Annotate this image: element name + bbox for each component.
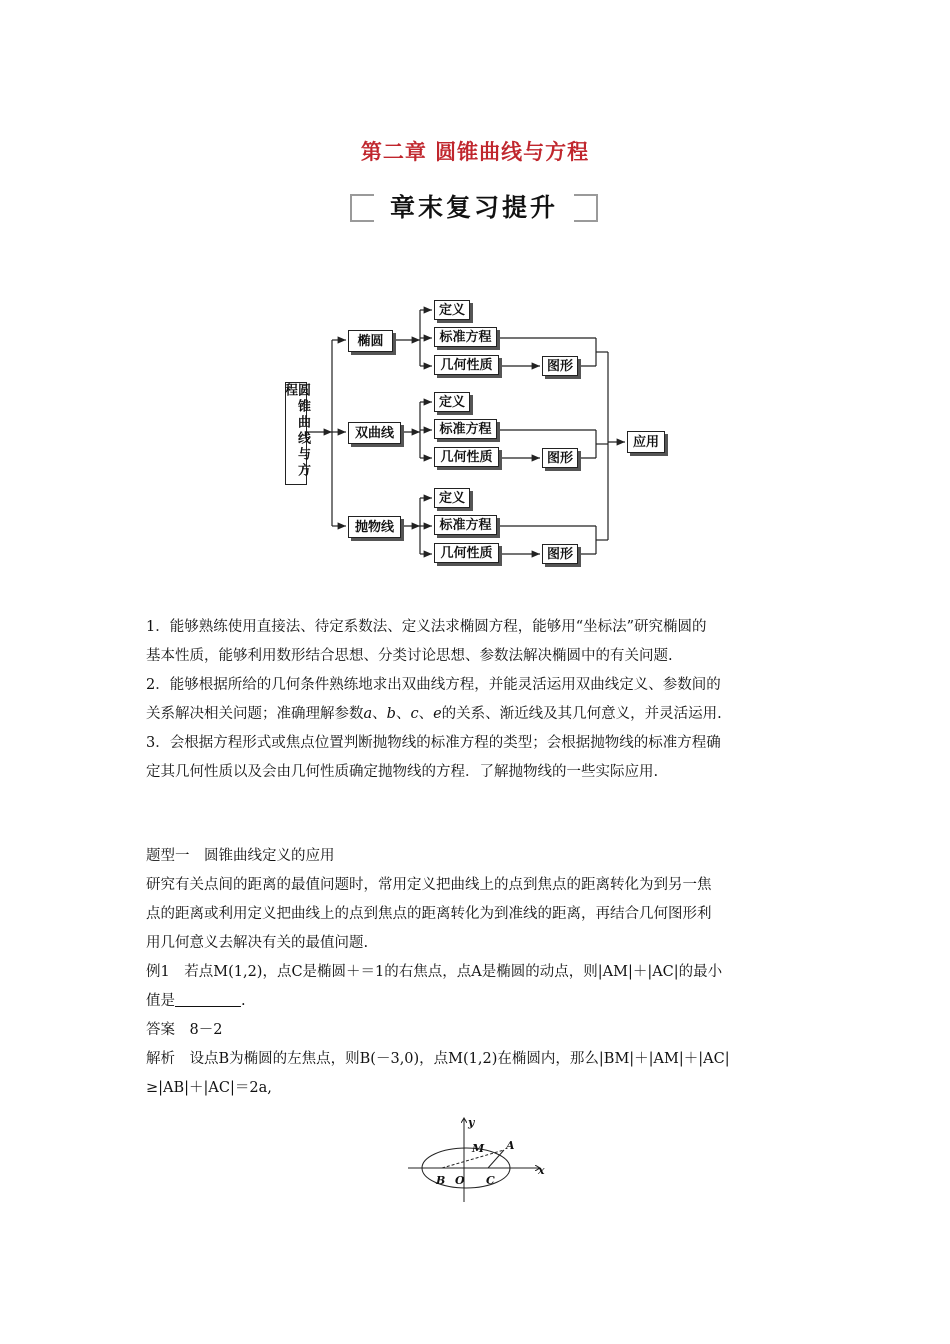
answer-blank [175, 992, 241, 1007]
label-c: C [486, 1174, 495, 1187]
diagram-root: 圆锥曲线与方程 [285, 382, 307, 485]
ellipse-figure-svg [400, 1112, 550, 1207]
goal-1-line-2: 基本性质，能够利用数形结合思想、分类讨论思想、参数法解决椭圆中的有关问题. [146, 648, 673, 664]
chapter-title: 第二章 圆锥曲线与方程 [360, 140, 590, 164]
learning-goals [146, 613, 810, 787]
example-line-1: 例1 若点M(1,2)，点C是椭圆＋＝1的右焦点，点A是椭圆的动点，则|AM|＋|AC|的最小 [146, 964, 723, 980]
section-intro-2: 点的距离或利用定义把曲线上的点到焦点的距离转化为到准线的距离，再结合几何图形利 [146, 906, 712, 922]
diagram-definition-1: 定义 [434, 300, 470, 320]
diagram-property-3: 几何性质 [434, 543, 499, 563]
diagram-definition-2: 定义 [434, 392, 470, 412]
section-intro-3: 用几何意义去解决有关的最值问题. [146, 935, 369, 951]
diagram-property-1: 几何性质 [434, 355, 499, 375]
section-type-one [146, 842, 810, 1103]
label-m: M [472, 1142, 485, 1155]
section-heading: 题型一 圆锥曲线定义的应用 [146, 848, 335, 864]
label-a: A [506, 1139, 515, 1152]
diagram-property-2: 几何性质 [434, 447, 499, 467]
goal-1-line-1: 1．能够熟练使用直接法、待定系数法、定义法求椭圆方程，能够用“坐标法”研究椭圆的 [146, 619, 707, 635]
goal-2-line-2: 关系解决相关问题；准确理解参数a、b、c、e的关系、渐近线及其几何意义，并灵活运用. [146, 706, 722, 722]
example-line-2: 值是 . [146, 993, 246, 1009]
label-x: x [538, 1164, 545, 1177]
diagram-equation-2: 标准方程 [434, 419, 497, 439]
diagram-shape-2: 图形 [542, 448, 578, 468]
ellipse-figure [400, 1112, 550, 1211]
diagram-equation-3: 标准方程 [434, 515, 497, 535]
diagram-curve-parabola: 抛物线 [348, 516, 401, 538]
goal-2-line-1: 2．能够根据所给的几何条件熟练地求出双曲线方程，并能灵活运用双曲线定义、参数间的 [146, 677, 721, 693]
diagram-definition-3: 定义 [434, 488, 470, 508]
goal-3-line-2: 定其几何性质以及会由几何性质确定抛物线的方程．了解抛物线的一些实际应用. [146, 764, 659, 780]
section-banner [350, 186, 600, 232]
goal-3-line-1: 3．会根据方程形式或焦点位置判断抛物线的标准方程的类型；会根据抛物线的标准方程确 [146, 735, 721, 751]
label-b: B [436, 1174, 446, 1187]
answer: 答案 8－2 [146, 1022, 223, 1038]
diagram-application: 应用 [627, 431, 665, 453]
diagram-curve-ellipse: 椭圆 [348, 330, 393, 352]
diagram-shape-3: 图形 [542, 544, 578, 564]
label-y: y [468, 1116, 475, 1129]
label-o: O [455, 1174, 465, 1187]
section-intro-1: 研究有关点间的距离的最值问题时，常用定义把曲线上的点到焦点的距离转化为到另一焦 [146, 877, 712, 893]
diagram-curve-hyperbola: 双曲线 [348, 422, 401, 444]
solution-line-1: 解析 设点B为椭圆的左焦点，则B(－3,0)，点M(1,2)在椭圆内，那么|BM|＋|AM|＋|AC| [146, 1051, 730, 1067]
banner-text: 章末复习提升 [374, 186, 574, 230]
diagram-equation-1: 标准方程 [434, 327, 497, 347]
diagram-shape-1: 图形 [542, 356, 578, 376]
solution-line-2: ≥|AB|＋|AC|＝2a, [146, 1080, 272, 1096]
